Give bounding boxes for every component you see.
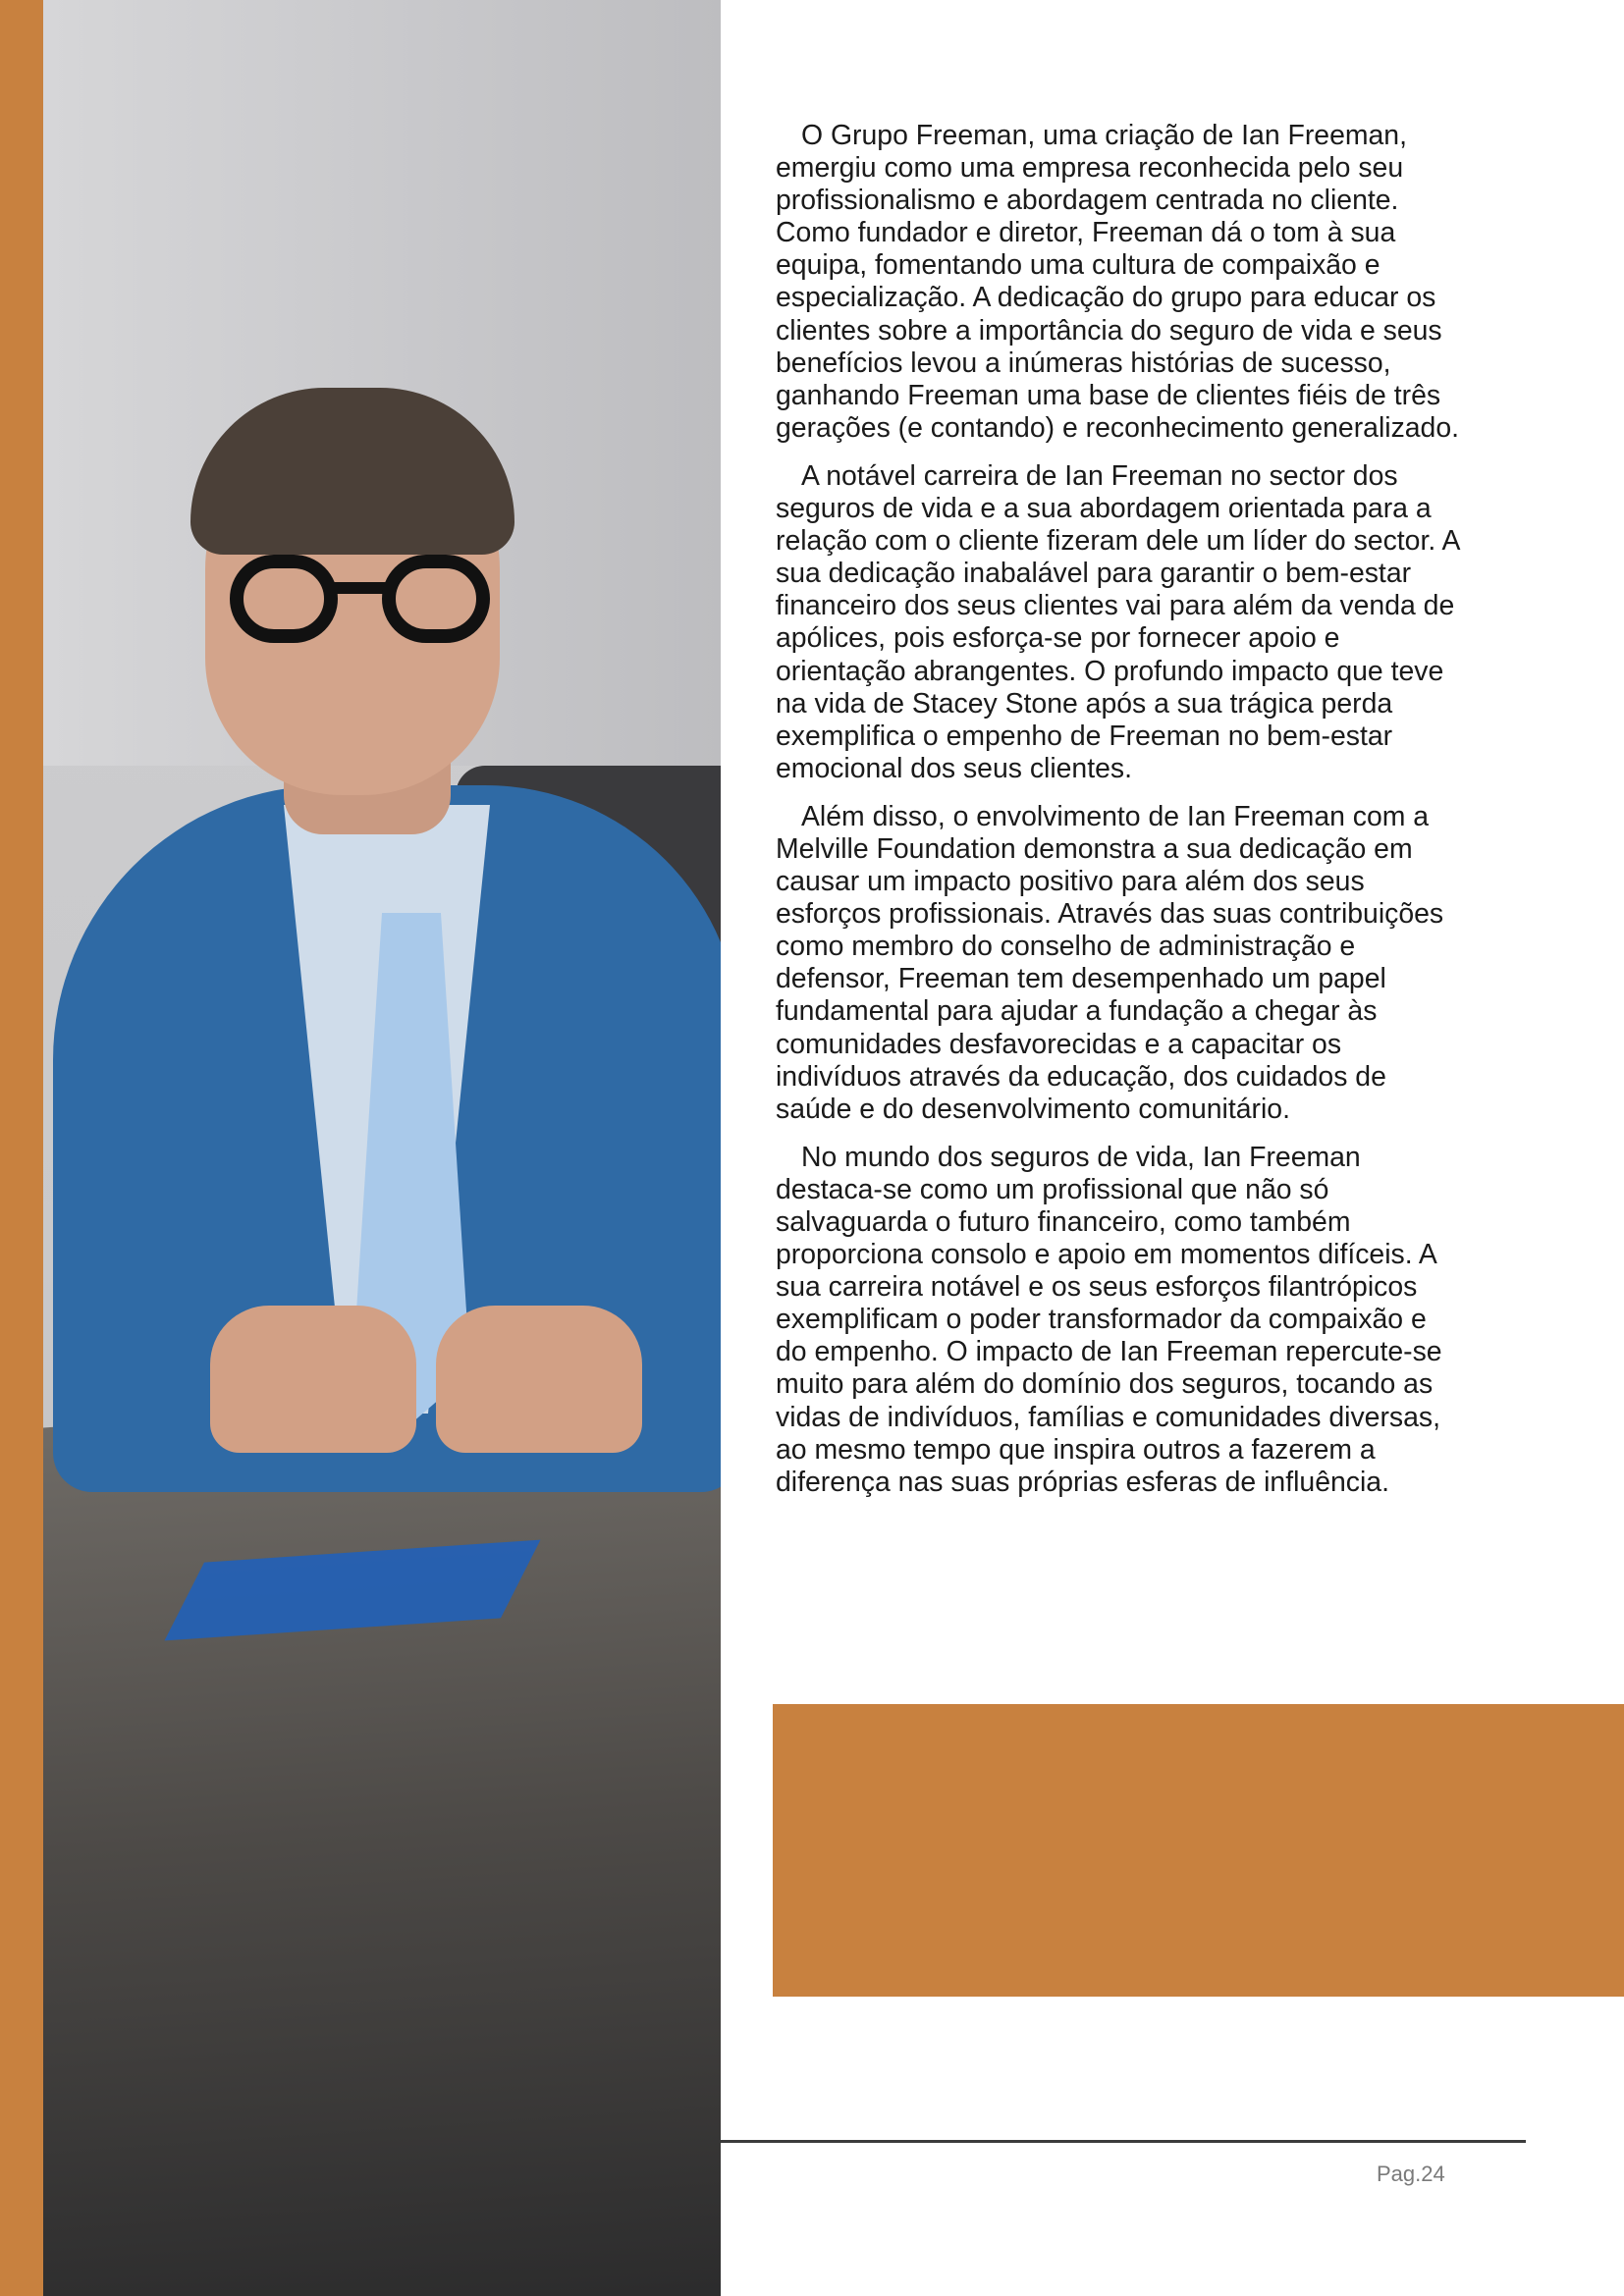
photo-glasses [230,555,495,653]
photo-right-hand [436,1306,642,1453]
page-number: Pag.24 [1377,2162,1445,2186]
accent-side-strip [0,0,43,2296]
accent-block [773,1704,1624,1997]
article-body [776,120,1463,1515]
article-paragraph-2: A notável carreira de Ian Freeman no sector dos seguros de vida e a sua abordagem orientada para a relação com o cliente fizeram dele um líder do sector. A sua dedicação inabalável para garantir o bem-estar financeiro dos seus clientes vai para além da venda de apólices, pois esforça-se por fornecer apoio e orientação abrangentes. O profundo impacto que teve na vida de Stacey Stone após a sua trágica perda exemplifica o empenho de Freeman no bem-estar emocional dos seus clientes. [776,459,1459,784]
photo-table [43,1377,721,2296]
article-paragraph-1: O Grupo Freeman, uma criação de Ian Freeman, emergiu como uma empresa reconhecida pelo seu profissionalismo e abordagem centrada no cliente. Como fundador e diretor, Freeman dá o tom à sua equipa, fomentando uma cultura de compaixão e especialização. A dedicação do grupo para educar os clientes sobre a importância do seguro de vida e seus benefícios levou a inúmeras histórias de sucesso, ganhando Freeman uma base de clientes fiéis de três gerações (e contando) e reconhecimento generalizado. [776,120,1460,444]
portrait-photo [43,0,721,2296]
footer-rule [721,2140,1526,2143]
photo-left-hand [210,1306,416,1453]
article-paragraph-4: No mundo dos seguros de vida, Ian Freeman destaca-se como um profissional que não só salvaguarda o futuro financeiro, como também proporciona consolo e apoio em momentos difíceis. A sua carreira notável e os seus esforços filantrópicos exemplificam o poder transformador da compaixão e do empenho. O impacto de Ian Freeman repercute-se muito para além do domínio dos seguros, tocando as vidas de indivíduos, famílias e comunidades diversas, ao mesmo tempo que inspira outros a fazerem a diferença nas suas próprias esferas de influência. [776,1141,1442,1498]
article-paragraph-3: Além disso, o envolvimento de Ian Freeman com a Melville Foundation demonstra a sua dedicação em causar um impacto positivo para além dos seus esforços profissionais. Através das suas contribuições como membro do conselho de administração e defensor, Freeman tem desempenhado um papel fundamental para ajudar a fundação a chegar às comunidades desfavorecidas e a capacitar os indivíduos através da educação, dos cuidados de saúde e do desenvolvimento comunitário. [776,800,1444,1125]
